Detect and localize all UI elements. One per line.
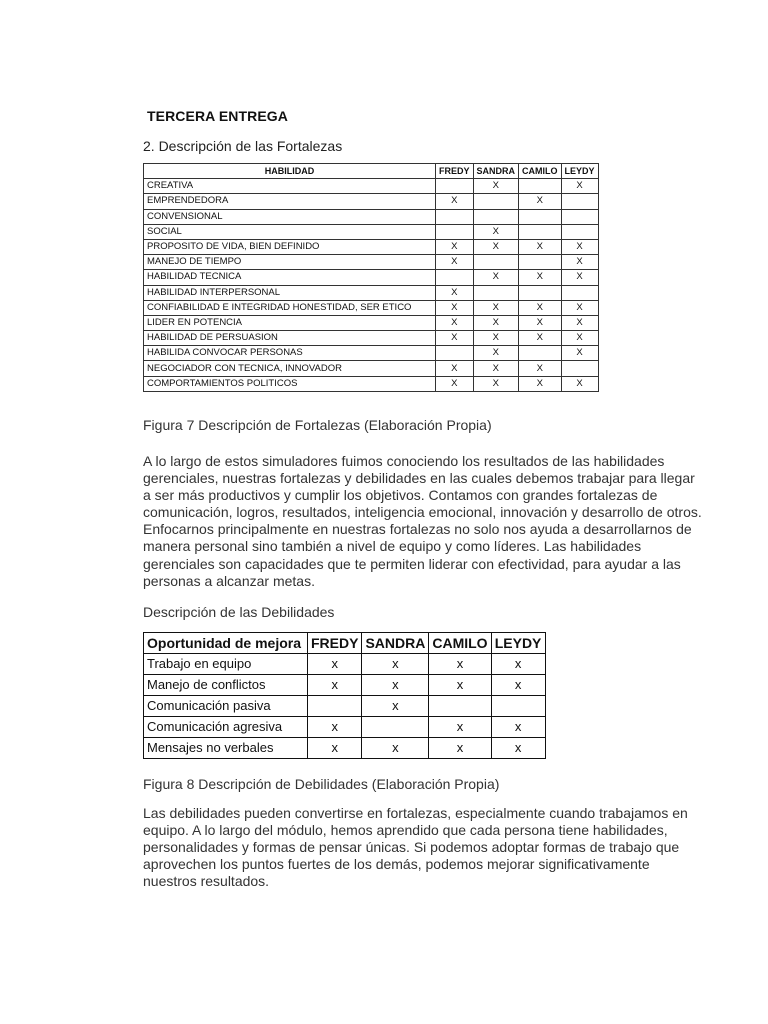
mark-cell: X <box>436 285 474 300</box>
mark-cell <box>473 194 519 209</box>
mark-cell: x <box>308 717 362 738</box>
figure-7-caption: Figura 7 Descripción de Fortalezas (Elaboración Propia) <box>143 417 492 433</box>
mark-cell <box>436 224 474 239</box>
mark-cell: x <box>362 696 429 717</box>
mark-cell: X <box>519 376 562 391</box>
mark-cell: X <box>436 315 474 330</box>
mark-cell: X <box>473 315 519 330</box>
row-label: CONVENSIONAL <box>144 209 436 224</box>
weaknesses-table-body <box>144 654 546 759</box>
mark-cell <box>561 209 598 224</box>
mark-cell: X <box>561 346 598 361</box>
mark-cell: x <box>429 717 491 738</box>
table-row <box>144 361 599 376</box>
mark-cell: x <box>429 675 491 696</box>
mark-cell: x <box>308 654 362 675</box>
mark-cell: X <box>436 361 474 376</box>
mark-cell: X <box>519 239 562 254</box>
mark-cell: X <box>561 239 598 254</box>
row-label: LIDER EN POTENCIA <box>144 315 436 330</box>
table-row <box>144 285 599 300</box>
mark-cell: X <box>519 194 562 209</box>
table-row <box>144 270 599 285</box>
mark-cell: X <box>561 270 598 285</box>
mark-cell: x <box>491 717 545 738</box>
mark-cell <box>473 209 519 224</box>
mark-cell: X <box>561 315 598 330</box>
weaknesses-subtitle: Descripción de las Debilidades <box>143 604 335 620</box>
strengths-table <box>143 163 599 392</box>
mark-cell: X <box>436 331 474 346</box>
row-label: PROPOSITO DE VIDA, BIEN DEFINIDO <box>144 239 436 254</box>
table-row <box>144 194 599 209</box>
mark-cell <box>519 224 562 239</box>
mark-cell: x <box>362 738 429 759</box>
section-heading-text: TERCERA ENTREGA <box>147 108 288 124</box>
table-row <box>144 331 599 346</box>
mark-cell: X <box>519 361 562 376</box>
mark-cell: X <box>561 179 598 194</box>
row-label: CREATIVA <box>144 179 436 194</box>
table-row <box>144 209 599 224</box>
mark-cell <box>436 179 474 194</box>
mark-cell: X <box>473 300 519 315</box>
mark-cell <box>519 285 562 300</box>
paragraph-2-text: Las debilidades pueden convertirse en fortalezas, especialmente cuando trabajamos en equipo. A lo largo del módulo, hemos aprendido que cada persona tiene habilidades, personalidades y formas de pensar únicas. Si podemos adoptar formas de trabajo que aprovechen los puntos fuertes de los demás, podemos mejorar significativamente nuestros resultados. <box>143 805 688 890</box>
row-label: NEGOCIADOR CON TECNICA, INNOVADOR <box>144 361 436 376</box>
mark-cell <box>436 209 474 224</box>
table-row <box>144 717 546 738</box>
mark-cell: X <box>519 270 562 285</box>
header-oportunidad: Oportunidad de mejora <box>144 633 308 654</box>
row-label: Mensajes no verbales <box>144 738 308 759</box>
header-leydy: LEYDY <box>491 633 545 654</box>
mark-cell <box>362 717 429 738</box>
table-row <box>144 179 599 194</box>
mark-cell <box>308 696 362 717</box>
mark-cell: X <box>561 376 598 391</box>
table-row <box>144 376 599 391</box>
mark-cell: X <box>519 300 562 315</box>
mark-cell: X <box>561 300 598 315</box>
mark-cell: X <box>473 346 519 361</box>
mark-cell <box>519 255 562 270</box>
mark-cell <box>491 696 545 717</box>
strengths-table-body <box>144 179 599 392</box>
mark-cell: x <box>491 738 545 759</box>
weaknesses-paragraph <box>143 805 703 890</box>
section-heading <box>143 108 288 124</box>
mark-cell: X <box>561 255 598 270</box>
row-label: CONFIABILIDAD E INTEGRIDAD HONESTIDAD, SER ETICO <box>144 300 436 315</box>
table-row <box>144 654 546 675</box>
table-row <box>144 224 599 239</box>
header-sandra: SANDRA <box>362 633 429 654</box>
row-label: HABILIDAD INTERPERSONAL <box>144 285 436 300</box>
table-row <box>144 300 599 315</box>
mark-cell: X <box>473 239 519 254</box>
row-label: MANEJO DE TIEMPO <box>144 255 436 270</box>
mark-cell: x <box>491 675 545 696</box>
row-label: Manejo de conflictos <box>144 675 308 696</box>
strengths-paragraph <box>143 453 703 590</box>
row-label: COMPORTAMIENTOS POLITICOS <box>144 376 436 391</box>
mark-cell: x <box>429 654 491 675</box>
mark-cell <box>561 285 598 300</box>
mark-cell <box>519 346 562 361</box>
row-label: HABILIDAD TECNICA <box>144 270 436 285</box>
table-row <box>144 696 546 717</box>
paragraph-1-text: A lo largo de estos simuladores fuimos conociendo los resultados de las habilidades gerenciales, nuestras fortalezas y debilidades en las cuales debemos trabajar para llegar a ser más productivos y cumplir los objetivos. Contamos con grandes fortalezas de comunicación, logros, resultados, inteligencia emocional, innovación y desarrollo de otros. Enfocarnos principalmente en nuestras fortalezas no solo nos ayuda a desarrollarnos de manera personal sino también a nivel de equipo y como líderes. Las habilidades gerenciales son capacidades que te permiten liderar con efectividad, para ayudar a las personas a alcanzar metas. <box>143 453 702 589</box>
mark-cell <box>519 179 562 194</box>
row-label: SOCIAL <box>144 224 436 239</box>
mark-cell: X <box>436 239 474 254</box>
mark-cell: X <box>436 255 474 270</box>
row-label: EMPRENDEDORA <box>144 194 436 209</box>
mark-cell: X <box>473 224 519 239</box>
mark-cell <box>473 255 519 270</box>
mark-cell: X <box>473 179 519 194</box>
row-label: Comunicación agresiva <box>144 717 308 738</box>
header-sandra: SANDRA <box>473 164 519 179</box>
mark-cell: X <box>436 300 474 315</box>
mark-cell <box>519 209 562 224</box>
row-label: Trabajo en equipo <box>144 654 308 675</box>
mark-cell: X <box>473 331 519 346</box>
mark-cell <box>429 696 491 717</box>
mark-cell: X <box>436 194 474 209</box>
row-label: Comunicación pasiva <box>144 696 308 717</box>
mark-cell <box>561 224 598 239</box>
mark-cell: X <box>561 331 598 346</box>
table-row <box>144 675 546 696</box>
weaknesses-table <box>143 632 546 759</box>
header-camilo: CAMILO <box>429 633 491 654</box>
mark-cell: x <box>362 675 429 696</box>
table-row <box>144 255 599 270</box>
mark-cell: x <box>429 738 491 759</box>
mark-cell <box>561 194 598 209</box>
mark-cell <box>436 270 474 285</box>
row-label: HABILIDAD DE PERSUASION <box>144 331 436 346</box>
mark-cell <box>473 285 519 300</box>
table-row <box>144 346 599 361</box>
mark-cell: X <box>473 270 519 285</box>
figure-8-caption: Figura 8 Descripción de Debilidades (Elaboración Propia) <box>143 776 500 792</box>
mark-cell: x <box>362 654 429 675</box>
mark-cell: x <box>308 738 362 759</box>
header-fredy: FREDY <box>308 633 362 654</box>
mark-cell <box>436 346 474 361</box>
header-leydy: LEYDY <box>561 164 598 179</box>
mark-cell: x <box>308 675 362 696</box>
mark-cell: X <box>473 361 519 376</box>
weaknesses-header-row <box>144 633 546 654</box>
strengths-header-row <box>144 164 599 179</box>
mark-cell: X <box>436 376 474 391</box>
header-fredy: FREDY <box>436 164 474 179</box>
table-row <box>144 239 599 254</box>
strengths-subtitle: 2. Descripción de las Fortalezas <box>143 138 343 154</box>
mark-cell: X <box>519 315 562 330</box>
row-label: HABILIDA CONVOCAR PERSONAS <box>144 346 436 361</box>
mark-cell: x <box>491 654 545 675</box>
table-row <box>144 315 599 330</box>
mark-cell: X <box>473 376 519 391</box>
mark-cell <box>561 361 598 376</box>
header-camilo: CAMILO <box>519 164 562 179</box>
table-row <box>144 738 546 759</box>
mark-cell: X <box>519 331 562 346</box>
header-habilidad: HABILIDAD <box>144 164 436 179</box>
